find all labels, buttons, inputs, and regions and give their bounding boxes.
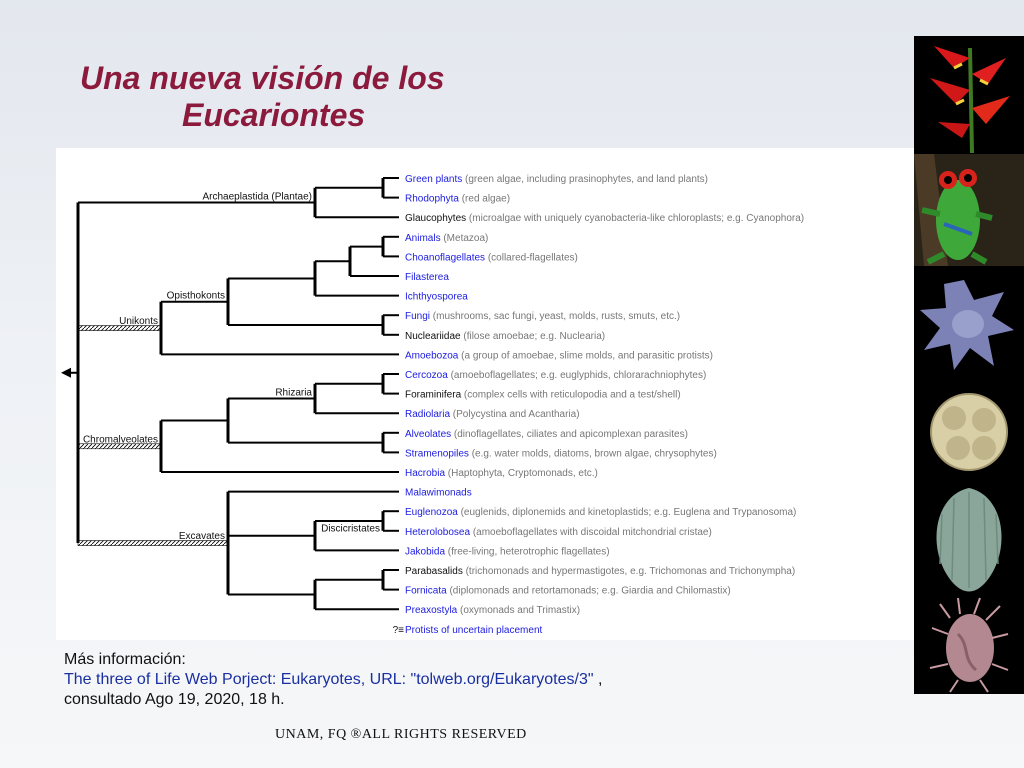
clade-label-discicristates: Discicristates [321,523,380,535]
taxon-row [405,546,610,557]
clade-label-rhizaria: Rhizaria [275,387,312,399]
taxon-row [405,350,713,361]
tree-frog-image [914,154,1024,266]
taxon-name[interactable]: Rhodophyta [405,193,459,205]
uncertain-placement-link[interactable]: Protists of uncertain placement [405,624,543,636]
taxon-row [405,488,472,499]
taxon-description: (Haptophyta, Cryptomonads, etc.) [445,468,598,479]
diatom-image [914,484,1024,594]
taxon-description: (complex cells with reticulopodia and a test/shell) [461,389,681,401]
clade-label-opisthokonts: Opisthokonts [166,290,225,302]
taxon-description: (trichomonads and hypermastigotes, e.g. Trichomonas and Trichonympha) [462,566,796,577]
taxon-name[interactable]: Fungi [405,311,431,323]
taxon-name[interactable]: Euglenozoa [405,507,458,519]
taxon-row [405,586,731,597]
tolweb-link[interactable]: The three of Life Web Porject: Eukaryotes, URL: "tolweb.org/Eukaryotes/3" [64,671,594,688]
taxon-row [405,468,598,479]
ciliate-protist-image [914,594,1024,694]
taxon-description: (amoeboflagellates; e.g. euglyphids, chlorarachniophytes) [447,370,707,381]
taxon-name[interactable]: Hacrobia [405,468,446,479]
taxon-row [405,605,580,616]
taxon-description: (diplomonads and retortamonads; e.g. Giardia and Chilomastix) [446,585,731,597]
taxon-row [405,311,680,322]
taxon-description: (Metazoa) [440,232,489,244]
slide-title-line2: Eucariontes [182,96,366,133]
taxon-description: (free-living, heterotrophic flagellates) [445,546,610,558]
taxon-name[interactable]: Heterolobosea [405,526,471,538]
clade-label-chromalveolates: Chromalveolates [82,434,158,446]
root-arrow-icon [61,368,71,378]
taxon-name[interactable]: Filasterea [405,272,449,283]
taxon-name[interactable]: Choanoflagellates [405,252,486,264]
taxon-description: (filose amoebae; e.g. Nuclearia) [460,330,606,342]
taxon-row [405,213,804,224]
more-info-heading: Más información: [64,651,186,668]
clade-label-excavates: Excavates [178,531,225,543]
uncertain-placement-icon: ?≡ [392,624,404,636]
taxon-name: Nucleariidae [405,330,461,342]
taxon-row [405,527,712,538]
taxon-row [405,429,688,440]
taxon-name[interactable]: Malawimonads [405,487,472,499]
taxon-row [405,566,795,577]
clade-label-archaeplastida: Archaeplastida (Plantae) [202,191,312,203]
taxon-description: (amoeboflagellates with discoidal mitchondrial cristae) [470,526,712,538]
phylogenetic-tree-panel [56,148,914,640]
phylogenetic-tree [56,148,914,640]
taxon-name[interactable]: Jakobida [405,546,446,558]
taxon-name: Foraminifera [405,389,462,401]
taxon-row [405,507,796,518]
taxon-name[interactable]: Stramenopiles [405,448,469,460]
taxon-name[interactable]: Alveolates [405,428,452,440]
footer-copyright: UNAM, FQ ®ALL RIGHTS RESERVED [275,727,527,742]
taxon-name[interactable]: Preaxostyla [405,605,458,617]
organism-image-strip [914,36,1024,694]
consulted-date: consultado Ago 19, 2020, 18 h. [64,691,285,708]
tree-branches [61,178,399,609]
taxon-row [405,272,449,283]
clade-label-unikonts: Unikonts [119,316,158,328]
heliconia-flower-image [914,38,1024,153]
taxon-name[interactable]: Ichthyosporea [405,291,468,303]
radiolarian-shell-image [914,382,1024,482]
slide-title-line1: Una nueva visión de los [80,60,445,96]
taxon-name[interactable]: Animals [405,232,441,244]
taxon-name[interactable]: Amoebozoa [405,350,459,362]
taxon-row [405,448,717,459]
amoeba-image [914,270,1024,378]
taxon-description: (Polycystina and Acantharia) [450,409,580,421]
taxon-description: (green algae, including prasinophytes, and land plants) [462,174,708,185]
taxon-name: Glaucophytes [405,213,467,225]
taxon-row [405,390,681,401]
taxon-name[interactable]: Radiolaria [405,409,451,421]
taxon-name[interactable]: Green plants [405,174,463,185]
taxon-description: (dinoflagellates, ciliates and apicomplexan parasites) [451,428,688,440]
slide-title [80,60,520,134]
taxon-row [405,252,578,263]
taxon-name: Parabasalids [405,566,463,577]
taxon-description: (mushrooms, sac fungi, yeast, molds, rusts, smuts, etc.) [430,311,681,323]
taxon-row [405,370,706,381]
link-trailing-comma: , [593,671,603,688]
taxon-name[interactable]: Fornicata [405,585,447,597]
taxon-row [405,409,580,420]
taxon-description: (euglenids, diplonemids and kinetoplastids; e.g. Euglena and Trypanosoma) [457,507,797,519]
taxon-row [405,331,605,342]
taxon-row [405,174,708,185]
taxon-name[interactable]: Cercozoa [405,370,448,381]
more-info-block [64,650,602,710]
taxon-row [405,233,488,244]
taxon-description: (oxymonads and Trimastix) [457,605,581,617]
taxon-description: (a group of amoebae, slime molds, and parasitic protists) [458,350,713,362]
taxon-description: (e.g. water molds, diatoms, brown algae, chrysophytes) [468,448,717,460]
taxon-row [405,194,510,205]
taxon-description: (microalgae with uniquely cyanobacteria-like chloroplasts; e.g. Cyanophora) [466,213,805,225]
taxon-description: (red algae) [458,193,511,205]
taxon-description: (collared-flagellates) [485,252,578,264]
taxon-row [405,292,468,303]
